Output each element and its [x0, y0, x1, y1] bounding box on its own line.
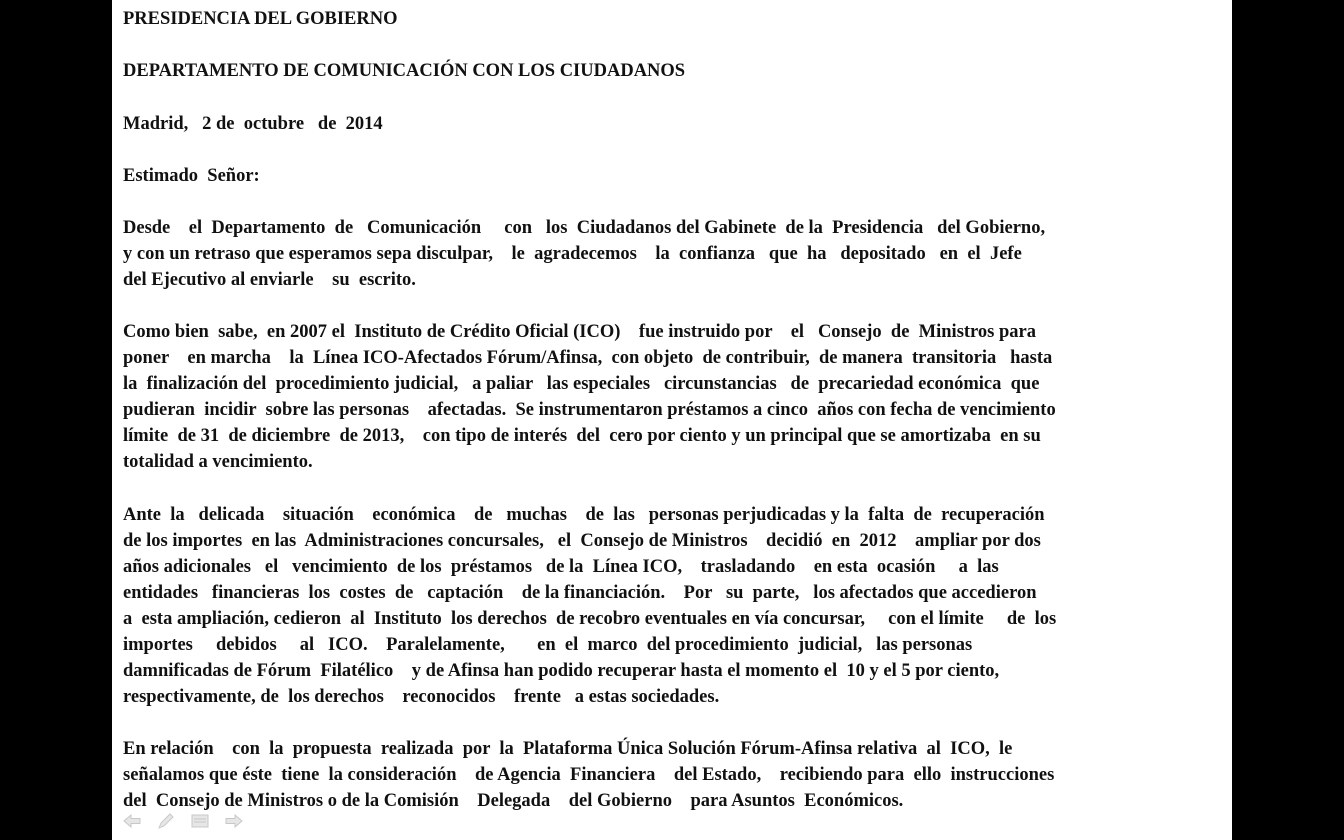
next-slide-button[interactable] — [224, 811, 244, 831]
paragraph-3-line-7: damnificadas de Fórum Filatélico y de Afinsa han podido recuperar hasta el momento el 10 y el 5 por ciento, — [123, 661, 1000, 681]
pen-tool-button[interactable] — [156, 811, 176, 831]
department-title: DEPARTAMENTO DE COMUNICACIÓN CON LOS CIUDADANOS — [123, 61, 686, 81]
arrow-left-icon — [123, 814, 141, 828]
paragraph-2-line-2: poner en marcha la Línea ICO-Afectados Fórum/Afinsa, con objeto de contribuir, de manera transitoria hasta — [123, 348, 1053, 368]
paragraph-2-line-4: pudieran incidir sobre las personas afectadas. Se instrumentaron préstamos a cinco años con fecha de vencimiento — [123, 400, 1056, 420]
paragraph-2-line-3: la finalización del procedimiento judicial, a paliar las especiales circunstancias de precariedad económica que — [123, 374, 1040, 394]
letter-date: Madrid, 2 de octubre de 2014 — [123, 114, 383, 134]
paragraph-3-line-2: de los importes en las Administraciones concursales, el Consejo de Ministros decidió en 2012 ampliar por dos — [123, 531, 1041, 551]
slide-menu-button[interactable] — [190, 811, 210, 831]
previous-slide-button[interactable] — [122, 811, 142, 831]
paragraph-3-line-5: a esta ampliación, cedieron al Instituto los derechos de recobro eventuales en vía concursar, con el límite de los — [123, 609, 1057, 629]
letter-greeting: Estimado Señor: — [123, 166, 260, 186]
paragraph-1-line-2: y con un retraso que esperamos sepa disculpar, le agradecemos la confianza que ha depositado en el Jefe — [123, 244, 1022, 264]
paragraph-1-line-1: Desde el Departamento de Comunicación con los Ciudadanos del Gabinete de la Presidencia del Gobierno, — [123, 218, 1046, 238]
paragraph-3-line-4: entidades financieras los costes de captación de la financiación. Por su parte, los afectados que accedieron — [123, 583, 1037, 603]
paragraph-1-line-3: del Ejecutivo al enviarle su escrito. — [123, 270, 416, 290]
paragraph-4-line-2: señalamos que éste tiene la consideración de Agencia Financiera del Estado, recibiendo para ello instrucciones — [123, 765, 1055, 785]
paragraph-2-line-6: totalidad a vencimiento. — [123, 452, 313, 472]
slide-navigation — [122, 810, 244, 832]
paragraph-2-line-1: Como bien sabe, en 2007 el Instituto de Crédito Oficial (ICO) fue instruido por el Consejo de Ministros para — [123, 322, 1037, 342]
document-header: PRESIDENCIA DEL GOBIERNO — [123, 9, 398, 29]
pen-icon — [157, 812, 175, 830]
paragraph-4-line-1: En relación con la propuesta realizada por la Plataforma Única Solución Fórum-Afinsa relativa al ICO, le — [123, 739, 1013, 759]
arrow-right-icon — [225, 814, 243, 828]
paragraph-2-line-5: límite de 31 de diciembre de 2013, con tipo de interés del cero por ciento y un principal que se amortizaba en su — [123, 426, 1041, 446]
menu-icon — [191, 814, 209, 828]
paragraph-3-line-6: importes debidos al ICO. Paralelamente, en el marco del procedimiento judicial, las personas — [123, 635, 973, 655]
document-page — [112, 0, 1232, 840]
paragraph-3-line-3: años adicionales el vencimiento de los préstamos de la Línea ICO, trasladando en esta ocasión a las — [123, 557, 999, 577]
paragraph-3-line-1: Ante la delicada situación económica de muchas de las personas perjudicadas y la falta de recuperación — [123, 505, 1045, 525]
paragraph-3-line-8: respectivamente, de los derechos reconocidos frente a estas sociedades. — [123, 687, 720, 707]
paragraph-4-line-3: del Consejo de Ministros o de la Comisión Delegada del Gobierno para Asuntos Económicos. — [123, 791, 904, 811]
